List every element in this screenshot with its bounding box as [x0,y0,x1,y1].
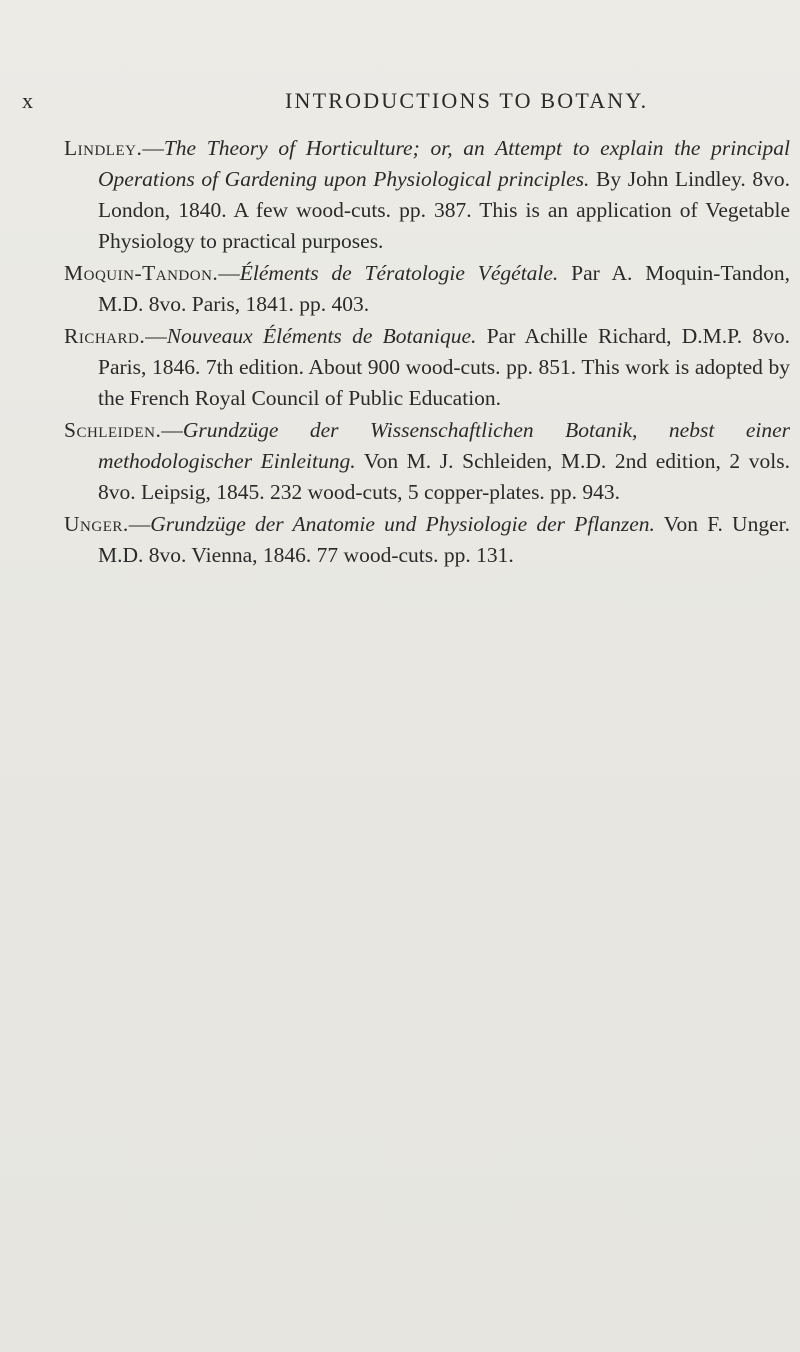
entry-author: Unger. [64,512,129,536]
entry-title: The Theory of Horticulture; or, an Attempt to explain the principal Operations of Gardening upon Physiological principles. [98,136,790,191]
entry-title: Grundzüge der Anatomie und Physiologie der Pflanzen. [150,512,655,536]
bibliography-entry: Unger.—Grundzüge der Anatomie und Physiologie der Pflanzen. Von F. Unger. M.D. 8vo. Vienna, 1846. 77 wood-cuts. pp. 131. [64,512,790,567]
entry-author: Lindley. [64,136,143,160]
bibliography-list [64,133,790,572]
entry-details: Par A. Moquin-Tandon, M.D. 8vo. Paris, 1841. pp. 403. [98,261,791,316]
entry-author: Moquin-Tandon. [64,261,219,285]
running-title: INTRODUCTIONS TO BOTANY. [285,88,649,113]
bibliography-entry: Moquin-Tandon.—Éléments de Tératologie Végétale. Par A. Moquin-Tandon, M.D. 8vo. Paris, 1841. pp. 403. [64,261,791,316]
entry-author: Schleiden. [64,418,162,442]
entry-details: Von F. Unger. M.D. 8vo. Vienna, 1846. 77 wood-cuts. pp. 131. [98,512,790,567]
entry-title: Nouveaux Éléments de Botanique. [166,324,477,348]
bibliography-entry: Richard.—Nouveaux Éléments de Botanique. Par Achille Richard, D.M.P. 8vo. Paris, 1846. 7th edition. About 900 wood-cuts. pp. 851. This work is adopted by the French Royal Council of Public Education. [64,324,791,410]
page-number: x [22,88,34,113]
entry-details: Par Achille Richard, D.M.P. 8vo. Paris, 1846. 7th edition. About 900 wood-cuts. pp. 851. This work is adopted by the French Royal Council of Public Education. [98,324,791,410]
entry-details: Von M. J. Schleiden, M.D. 2nd edition, 2 vols. 8vo. Leipsig, 1845. 232 wood-cuts, 5 copper-plates. pp. 943. [98,449,790,504]
bibliography-entry: Schleiden.—Grundzüge der Wissenschaftlichen Botanik, nebst einer methodologischer Einleitung. Von M. J. Schleiden, M.D. 2nd edition, 2 vols. 8vo. Leipsig, 1845. 232 wood-cuts, 5 copper-plates. pp. 943. [64,418,790,504]
running-head [0,88,800,118]
entry-author: Richard. [64,324,146,348]
bibliography-entry: Lindley.—The Theory of Horticulture; or, an Attempt to explain the principal Operations of Gardening upon Physiological principles. By John Lindley. 8vo. London, 1840. A few wood-cuts. pp. 387. This is an application of Vegetable Physiology to practical purposes. [64,136,791,253]
entry-title: Grundzüge der Wissenschaftlichen Botanik, nebst einer methodologischer Einleitung. [98,418,790,473]
entry-details: By John Lindley. 8vo. London, 1840. A few wood-cuts. pp. 387. This is an application of Vegetable Physiology to practical purposes. [98,167,791,253]
entry-title: Éléments de Tératologie Végétale. [239,261,559,285]
